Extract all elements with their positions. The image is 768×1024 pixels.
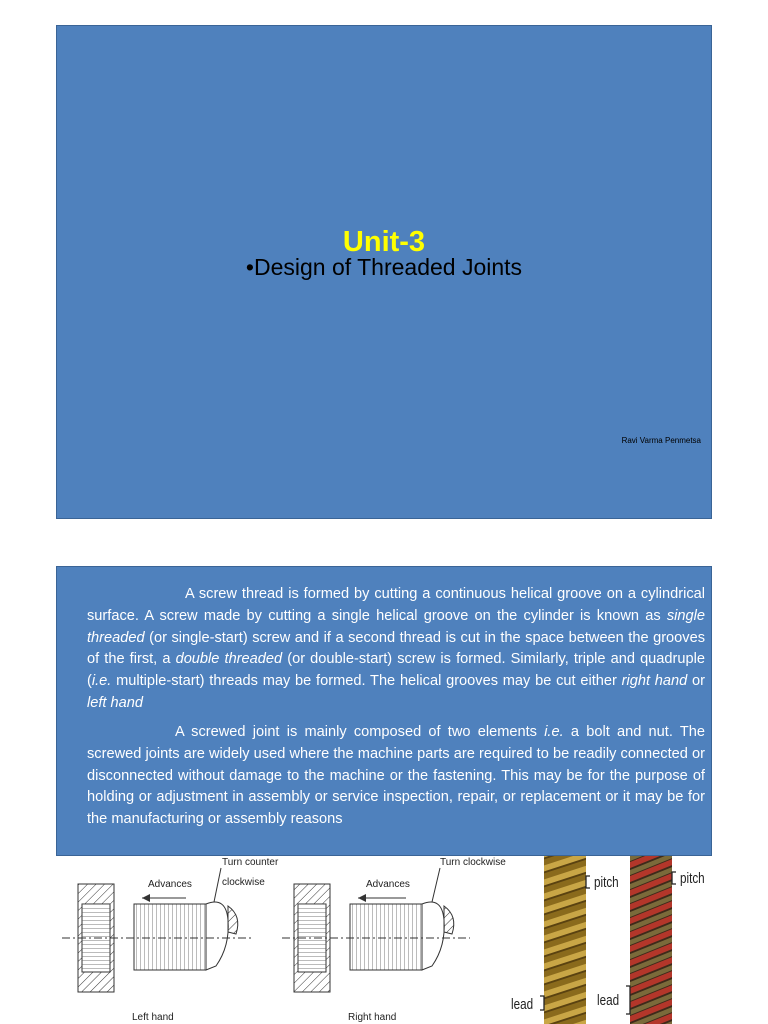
lead-label-1: lead [511, 995, 534, 1013]
para1-text-3: (or double-start) screw is formed. Similarly, triple and quadruple ( [87, 651, 705, 690]
right-bolt-thread [350, 904, 422, 970]
pitch-label-1: pitch [594, 873, 619, 891]
left-bolt-thread [134, 904, 206, 970]
right-turn-label: Turn clockwise [440, 857, 506, 868]
para1-text-4: multiple-start) threads may be formed. The helical grooves may be cut either [111, 673, 622, 690]
para1-em-1: single threaded [87, 607, 705, 646]
paragraph-screwed-joint [87, 722, 705, 831]
author-name: Ravi Varma Penmetsa [621, 436, 701, 445]
lead-bracket-1 [540, 996, 544, 1010]
left-turn-label-2: clockwise [222, 877, 265, 888]
left-leader [214, 868, 221, 902]
gold-threaded-rod [544, 856, 586, 1024]
para1-text-5: or [687, 673, 705, 690]
left-arrowhead [142, 894, 150, 902]
red-threaded-rod [630, 856, 672, 1024]
left-hand-diagram [62, 857, 279, 1023]
lead-label-2: lead [596, 991, 620, 1009]
pitch-label-2: pitch [679, 869, 705, 887]
title-slide [56, 25, 712, 519]
bullet: • [245, 254, 254, 280]
para2-em-1: i.e. [544, 724, 564, 740]
right-hand-diagram [282, 857, 506, 1023]
pitch-bracket-1 [586, 876, 590, 888]
slide-title: Unit-3 [342, 226, 426, 258]
left-turn-label-1: Turn counter [222, 857, 279, 868]
para1-em-3: i.e. [91, 673, 112, 690]
slide-subtitle [57, 254, 711, 281]
right-hand-caption: Right hand [348, 1012, 397, 1023]
left-bolt-section [228, 906, 238, 934]
subtitle-text: Design of Threaded Joints [253, 254, 523, 280]
para2-text-2: a bolt and nut. The screwed joints are widely used where the machine parts are required to be readily connected or disconnected without damage to the machine or the fastening. This may be for the purpose of holding or adjustment in assembly or service inspection, repair, or replacement or it may be for the manufacturing or assembly reasons [87, 724, 705, 828]
para1-em-5: left hand [87, 694, 143, 711]
right-bolt-end [422, 902, 444, 970]
para1-em-2: double threaded [175, 651, 283, 668]
right-advances-label: Advances [366, 879, 410, 890]
right-leader [432, 868, 440, 902]
right-arrowhead [358, 894, 366, 902]
left-hand-caption: Left hand [132, 1012, 174, 1023]
pitch-bracket-2 [672, 872, 676, 884]
para1-text-1: A screw thread is formed by cutting a continuous helical groove on a cylindrical surface. A screw made by cutting a single helical groove on the cylinder is known as [87, 586, 705, 624]
right-bolt-section [444, 906, 454, 934]
thread-figure [56, 856, 712, 1024]
paragraph-screw-thread [87, 584, 705, 715]
text-slide [56, 566, 712, 856]
para2-text-1: A screwed joint is mainly composed of two elements [175, 724, 545, 740]
lead-bracket-2 [626, 986, 630, 1014]
para1-text-2: (or single-start) screw and if a second thread is cut in the space between the grooves of the first, a [87, 629, 705, 668]
left-bolt-end [206, 902, 228, 970]
left-advances-label: Advances [148, 879, 192, 890]
para1-em-4: right hand [621, 673, 688, 690]
